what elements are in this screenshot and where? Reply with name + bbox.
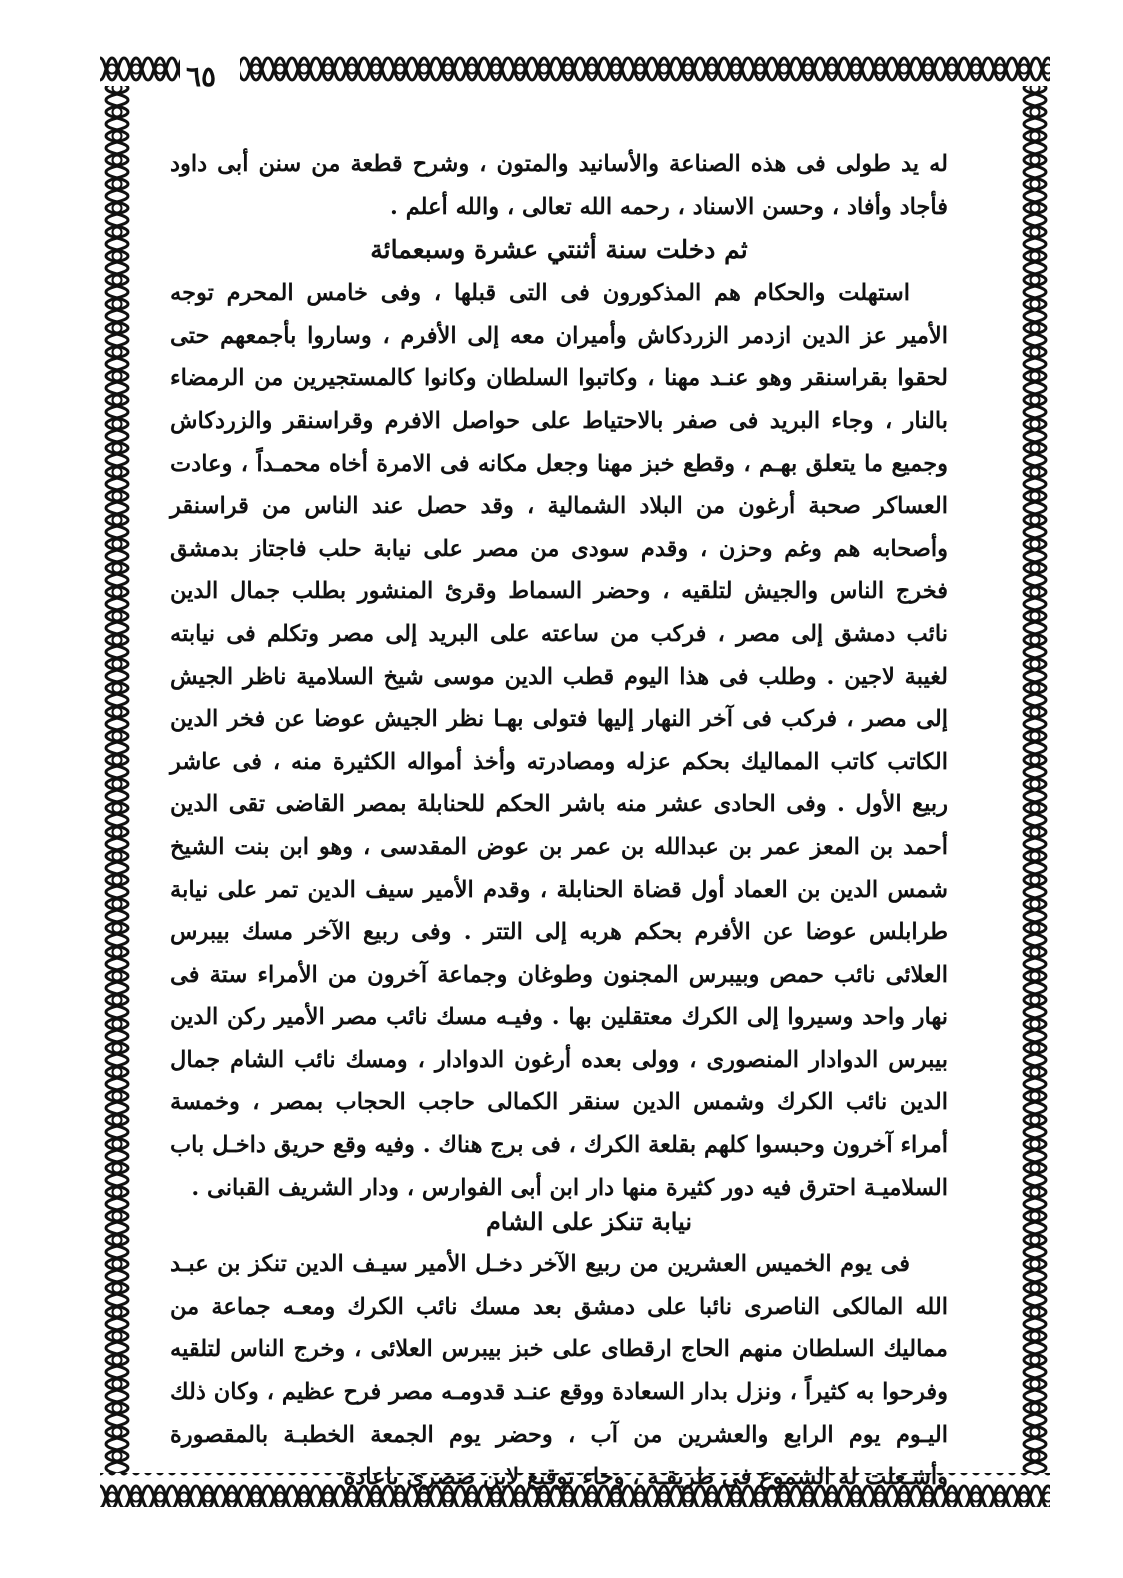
subsection-heading: نيابة تنكز على الشام	[485, 1207, 693, 1237]
section-paragraph: استهلت والحكام هم المذكورون فى التى قبلها ، وفى خامس المحرم توجه الأمير عز الدين ازدمر الزردكاش وأميران معه إلى الأفرم ، وساروا بأجمعهم حتى لحقوا بقراسنقر وهو عنـد مهنا ، وكاتبوا السلطان وكانوا كالمستجيرين من الرمضاء بالنار ، وجاء البريد فى صفر بالاحتياط على حواصل الافرم وقراسنقر والزردكاش وجميع ما يتعلق بهـم ، وقطع خبز مهنا وجعل مكانه فى الامرة أخاه محمـداً ، وعادت العساكر صحبة أرغون من البلاد الشمالية ، وقد حصل عند الناس من قراسنقر وأصحابه هم وغم وحزن ، وقدم سودى من مصر على نيابة حلب فاجتاز بدمشق فخرج الناس والجيش لتلقيه ، وحضر السماط وقرئ المنشور بطلب جمال الدين نائب دمشق إلى مصر ، فركب من ساعته على البريد إلى مصر وتكلم فى نيابته لغيبة لاجين . وطلب فى هذا اليوم قطب الدين موسى شيخ السلامية ناظر الجيش إلى مصر ، فركب فى آخر النهار إليها فتولى بهـا نظر الجيش عوضا عن فخر الدين الكاتب كاتب المماليك بحكم عزله ومصادرته وأخذ أمواله الكثيرة منه ، فى عاشر ربيع الأول . وفى الحادى عشر منه باشر الحكم للحنابلة بمصر القاضى تقى الدين أحمد بن المعز عمر بن عبدالله بن عمر بن عوض المقدسى ، وهو ابن بنت الشيخ شمس الدين بن العماد أول قضاة الحنابلة ، وقدم الأمير سيف الدين تمر على نيابة طرابلس عوضا عن الأفرم بحكم هربه إلى التتر . وفى ربيع الآخر مسك بيبرس العلائى نائب حمص وبيبرس المجنون وطوغان وجماعة آخرون من الأمراء ستة فى نهار واحد وسيروا إلى الكرك معتقلين بها . وفيـه مسك نائب مصر الأمير ركن الدين بيبرس الدوادار المنصورى ، وولى بعده أرغون الدوادار ، ومسك نائب الشام جمال الدين نائب الكرك وشمس الدين سنقر الكمالى حاجب الحجاب بمصر ، وخمسة أمراء آخرون وحبسوا كلهم بقلعة الكرك ، فى برج هناك . وفيه وقع حريق داخـل باب السلاميـة احترق فيه دور كثيرة منها دار ابن أبى الفوارس ، ودار الشريف القبانى .	[170, 280, 948, 1201]
page-number: ٦٥	[186, 60, 217, 93]
border-top-left-segment	[100, 52, 180, 86]
section-heading: ثم دخلت سنة أثنتي عشرة وسبعمائة	[370, 235, 748, 265]
opening-paragraph: له يد طولى فى هذه الصناعة والأسانيد والمتون ، وشرح قطعة من سنن أبى داود فأجاد وأفاد ، وحسن الاسناد ، رحمه الله تعالى ، والله أعلم .	[170, 151, 948, 220]
border-top-right-segment	[240, 52, 1050, 86]
text-block	[170, 143, 948, 1499]
subsection-paragraph: فى يوم الخميس العشرين من ربيع الآخر دخـل الأمير سيـف الدين تنكز بن عبـد الله المالكى الناصرى نائبا على دمشق بعد مسك نائب الكرك ومعـه جماعة من مماليك السلطان منهم الحاج ارقطاى على خبز بيبرس العلائى ، وخرج الناس لتلقيه وفرحوا به كثيراً ، ونزل بدار السعادة ووقع عنـد قدومـه مصر فرح عظيم ، وكان ذلك اليـوم يوم الرابع والعشرين من آب ، وحضر يوم الجمعة الخطبـة بالمقصورة وأشـعلت له الشموع فى طريقـه ، وجاء توقيع لابن صصرى باعادة	[170, 1251, 948, 1491]
border-right	[1016, 86, 1050, 1473]
border-left	[100, 86, 134, 1473]
